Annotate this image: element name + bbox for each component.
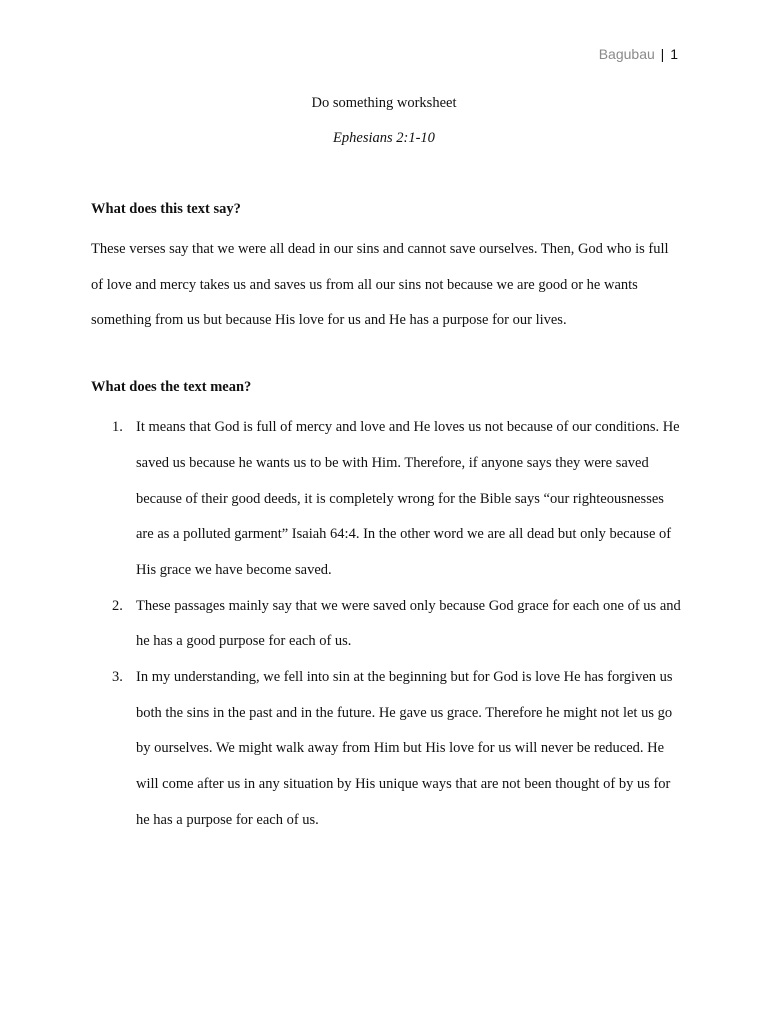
page-number: 1	[670, 46, 678, 62]
list-item	[91, 660, 681, 839]
page-header	[599, 44, 678, 64]
header-author: Bagubau	[598, 46, 655, 62]
document-body	[91, 197, 681, 839]
meaning-list	[91, 410, 681, 838]
section1-heading: What does this text say?	[91, 201, 241, 217]
list-item-number: 3.	[112, 669, 123, 686]
section1-paragraph: These verses say that we were all dead in our sins and cannot save ourselves. Then, God who is full of love and mercy takes us and saves us from all our sins not because we are good or he wants something from us but because His love for us and He has a purpose for our lives.	[91, 241, 669, 329]
list-item	[91, 589, 681, 660]
list-item-text: In my understanding, we fell into sin at the beginning but for God is love He has forgiven us both the sins in the past and in the future. He gave us grace. Therefore he might not let us go by ourselves. We might walk away from Him but His love for us will never be reduced. He will come after us in any situation by His unique ways that are not been thought of by us for he has a purpose for each of us.	[136, 669, 673, 828]
list-item-text: It means that God is full of mercy and love and He loves us not because of our conditions. He saved us because he wants us to be with Him. Therefore, if anyone says they were saved because of their good deeds, it is completely wrong for the Bible says “our righteousnesses are as a polluted garment” Isaiah 64:4. In the other word we are all dead but only because of His grace we have become saved.	[136, 419, 680, 578]
section-spacer	[91, 339, 681, 375]
header-separator: |	[660, 46, 665, 62]
document-title: Do something worksheet	[311, 95, 457, 111]
document-subtitle: Ephesians 2:1-10	[333, 130, 435, 146]
list-item-text: These passages mainly say that we were saved only because God grace for each one of us and he has a good purpose for each of us.	[136, 597, 681, 650]
list-item	[91, 410, 681, 589]
list-item-number: 2.	[112, 597, 123, 614]
section2-heading: What does the text mean?	[91, 379, 252, 396]
list-item-number: 1.	[112, 419, 123, 436]
